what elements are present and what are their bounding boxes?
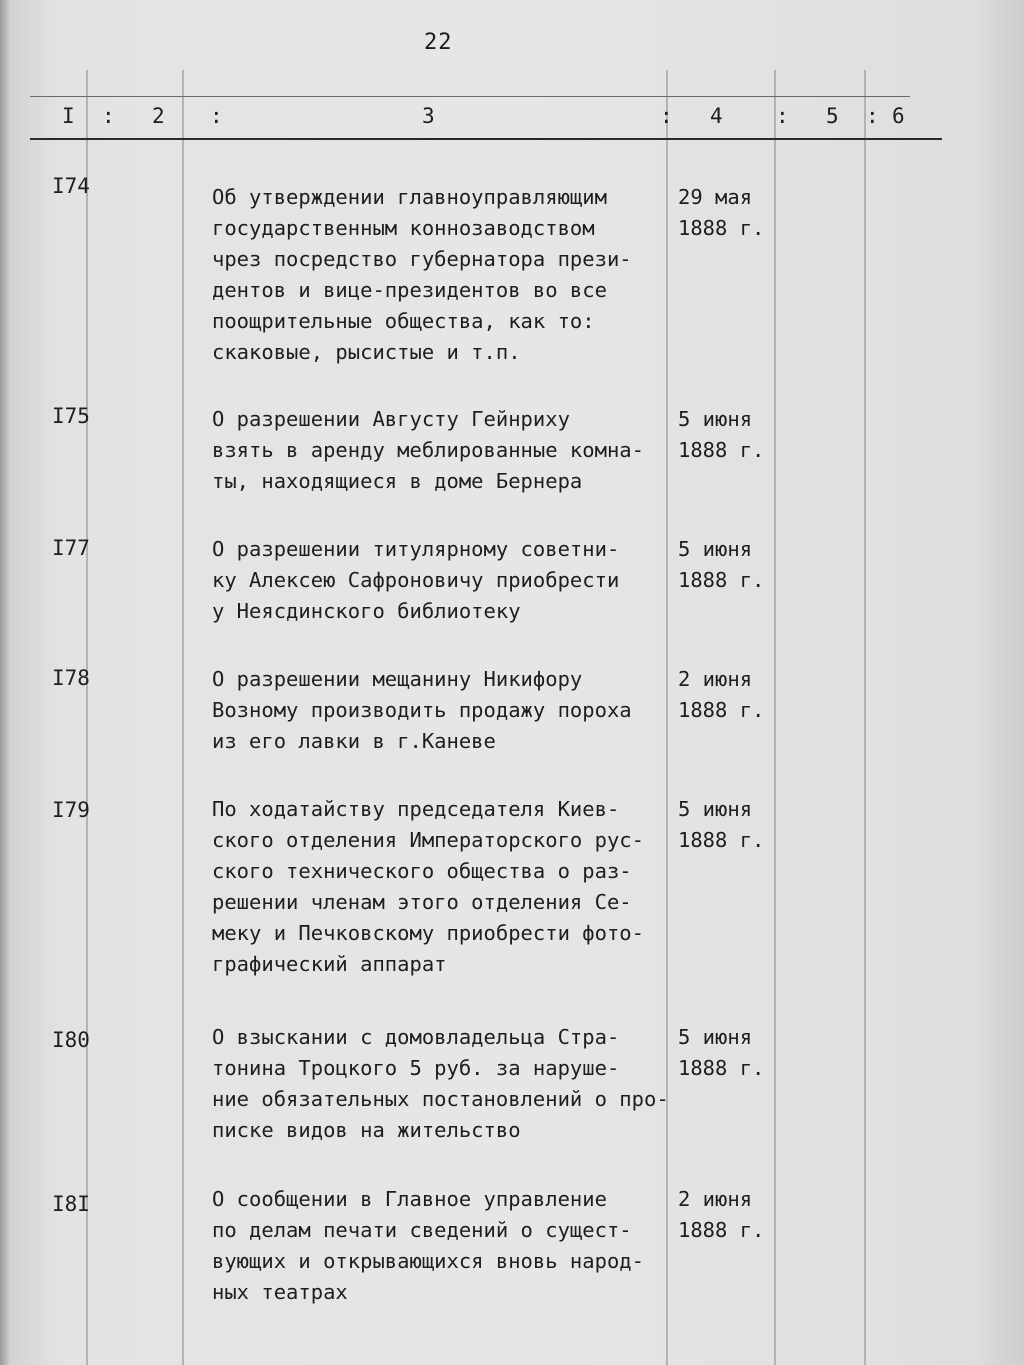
row-text: О взыскании с домовладельца Стра- тонина Троцкого 5 руб. за наруше- ние обязательных постановлений о про- писке видов на жительство: [212, 1025, 669, 1142]
row-text: О разрешении титулярному советни- ку Алексею Сафроновичу приобрести у Неясдинского библиотеку: [212, 537, 620, 623]
page-edge: [0, 0, 10, 1365]
page-number: 22: [424, 30, 453, 55]
row-text: По ходатайству председателя Киев- ского отделения Императорского рус- ского технического общества о раз- решении членам этого отделения Се- меку и Печковскому приобрести фото- графический аппарат: [212, 797, 644, 976]
header-rule-top: [30, 96, 910, 97]
column-header-3: 3: [422, 104, 435, 128]
column-separator: :: [210, 104, 223, 128]
column-rule: [864, 70, 866, 1365]
column-header-6: 6: [892, 104, 905, 128]
row-number: I79: [52, 798, 90, 822]
row-text: О разрешении Августу Гейнриху взять в аренду меблированные комна- ты, находящиеся в доме Бернера: [212, 407, 644, 493]
header-rule-bottom: [30, 138, 942, 140]
row-number: I75: [52, 404, 90, 428]
row-number: I77: [52, 536, 90, 560]
row-date: 2 июня 1888 г.: [678, 667, 765, 722]
column-separator: :: [776, 104, 789, 128]
column-header-1: I: [62, 104, 75, 128]
row-number: I78: [52, 666, 90, 690]
row-date: 5 июня 1888 г.: [678, 1025, 765, 1080]
row-date: 2 июня 1888 г.: [678, 1187, 765, 1242]
column-header-4: 4: [710, 104, 723, 128]
column-header-5: 5: [826, 104, 839, 128]
column-rule: [86, 70, 88, 1365]
row-date: 5 июня 1888 г.: [678, 407, 765, 462]
column-header-2: 2: [152, 104, 165, 128]
column-rule: [182, 70, 184, 1365]
row-date: 5 июня 1888 г.: [678, 537, 765, 592]
row-number: I8I: [52, 1192, 90, 1216]
row-date: 5 июня 1888 г.: [678, 797, 765, 852]
column-separator: :: [102, 104, 115, 128]
row-text: О сообщении в Главное управление по делам печати сведений о сущест- вующих и открывающихся вновь народ- ных театрах: [212, 1187, 644, 1304]
row-number: I74: [52, 174, 90, 198]
row-text: Об утверждении главноуправляющим государственным коннозаводством чрез посредство губернатора прези- дентов и вице-президентов во все поощрительные общества, как то: скаковые, рысистые и т.п.: [212, 185, 632, 364]
row-text: О разрешении мещанину Никифору Возному производить продажу пороха из его лавки в г.Каневе: [212, 667, 632, 753]
row-date: 29 мая 1888 г.: [678, 185, 765, 240]
row-number: I80: [52, 1028, 90, 1052]
column-separator: :: [866, 104, 879, 128]
column-separator: :: [660, 104, 673, 128]
